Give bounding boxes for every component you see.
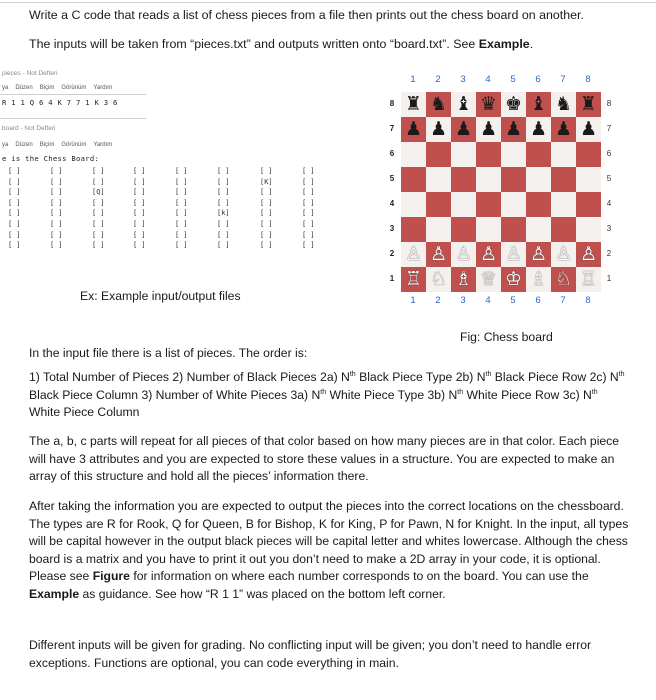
black-piece-icon: ♚: [504, 93, 523, 115]
board-column-label-top: 4: [485, 74, 491, 85]
board-square: [401, 167, 426, 192]
white-piece-icon: ♙: [504, 243, 523, 265]
board-column-label-top: 3: [460, 74, 466, 85]
menu-item[interactable]: ya: [2, 142, 9, 148]
output-board-cell: [ ]: [50, 177, 63, 186]
output-board-cell: [ ]: [260, 198, 273, 207]
black-piece-icon: ♛: [479, 93, 498, 115]
board-square: [476, 242, 501, 267]
output-board-cell: [ ]: [92, 167, 105, 175]
menu-item[interactable]: Yardım: [93, 85, 113, 91]
board-square: [476, 167, 501, 192]
output-board-cell: [ ]: [133, 177, 146, 186]
example-caption: Ex: Example input/output files: [80, 289, 241, 303]
board-column-label-bottom: 1: [410, 295, 416, 306]
board-square: [426, 92, 451, 117]
board-row-label-left: 2: [389, 249, 395, 258]
white-piece-icon: ♙: [404, 243, 423, 265]
menu-item[interactable]: Görünüm: [61, 85, 87, 91]
output-board-cell: [ ]: [217, 167, 230, 175]
output-board-cell: [ ]: [133, 241, 146, 250]
board-column-label-bottom: 2: [435, 295, 441, 306]
board-square: [551, 142, 576, 167]
board-square: [451, 192, 476, 217]
output-board-cell: [Q]: [92, 188, 105, 197]
output-board-cell: [ ]: [175, 220, 188, 228]
board-square: [576, 167, 601, 192]
input-file-window: [0, 70, 150, 130]
black-piece-icon: ♟: [404, 118, 423, 140]
board-square: [426, 217, 451, 242]
board-square: [451, 142, 476, 167]
output-board-cell: [ ]: [8, 198, 21, 207]
output-board-cell: [ ]: [260, 230, 273, 239]
board-square: [476, 117, 501, 142]
board-square: [551, 117, 576, 142]
board-square: [551, 167, 576, 192]
white-piece-icon: ♘: [554, 268, 573, 290]
figure-reference: Figure: [92, 569, 130, 584]
board-row-label-right: 4: [606, 199, 612, 208]
intro-line-2-text: The inputs will be taken from “pieces.txt” and outputs written onto “board.txt”. See: [29, 37, 479, 51]
paragraph-output-text-3: as guidance. See how “R 1 1” was placed on the bottom left corner.: [79, 586, 446, 601]
black-piece-icon: ♟: [479, 118, 498, 140]
board-square: [476, 142, 501, 167]
board-square: [501, 217, 526, 242]
board-square: [501, 192, 526, 217]
board-column-label-bottom: 6: [535, 295, 541, 306]
board-row-label-right: 3: [606, 224, 612, 233]
output-board-cell: [ ]: [50, 188, 63, 197]
white-piece-icon: ♙: [554, 243, 573, 265]
output-board-cell: [ ]: [8, 241, 21, 250]
white-piece-icon: ♙: [454, 243, 473, 265]
board-square: [451, 117, 476, 142]
board-row-label-left: 7: [389, 124, 395, 133]
board-square: [576, 142, 601, 167]
board-square: [476, 192, 501, 217]
menu-item[interactable]: Yardım: [93, 142, 113, 148]
chess-board-figure: [388, 74, 622, 316]
output-board-cell: [ ]: [217, 177, 230, 186]
output-board-cell: [ ]: [260, 241, 273, 250]
output-board-cell: [ ]: [175, 177, 188, 186]
output-board-cell: [ ]: [302, 167, 315, 175]
board-column-label-bottom: 7: [560, 295, 566, 306]
board-square: [551, 92, 576, 117]
board-square: [526, 92, 551, 117]
output-board-cell: [ ]: [50, 167, 63, 175]
board-square: [476, 217, 501, 242]
board-column-label-bottom: 5: [510, 295, 516, 306]
board-square: [551, 242, 576, 267]
black-piece-icon: ♜: [579, 93, 598, 115]
black-piece-icon: ♟: [429, 118, 448, 140]
output-board-cell: [ ]: [8, 177, 21, 186]
white-piece-icon: ♖: [404, 268, 423, 290]
paragraph-grading: Different inputs will be given for grading. No conflicting input will be given; you don’t need to handle error exceptions. Functions are optional, you can code everything in main.: [29, 638, 592, 670]
output-board-cell: [ ]: [302, 188, 315, 197]
output-file-heading: e is the Chess Board:: [2, 154, 100, 163]
output-board-cell: [ ]: [217, 230, 230, 239]
board-square: [551, 217, 576, 242]
paragraph-output-text-1: After taking the information you are expected to output the pieces into the correct locations on the chessboard. The types are R for Rook, Q for Queen, B for Bishop, K for King, P for Pawn, N for Knight. In the input, all types will be capital however in the output black pieces will be capital letter and whites lowercase. Although the chess board is a matrix and you have to print it out you don’t need to make a 2D array in your code, it is optional. Please see: [29, 499, 629, 584]
output-board-cell: [ ]: [217, 220, 230, 228]
board-square: [501, 117, 526, 142]
menubar-divider: [0, 94, 146, 95]
output-board-cell: [ ]: [260, 167, 273, 175]
output-board-cell: [ ]: [217, 198, 230, 207]
output-board-cell: [ ]: [175, 188, 188, 197]
board-row-label-left: 6: [389, 149, 395, 158]
board-square: [426, 242, 451, 267]
board-row-label-right: 5: [606, 174, 612, 183]
output-board-cell: [ ]: [50, 209, 63, 218]
output-board-cell: [ ]: [133, 220, 146, 228]
board-square: [451, 242, 476, 267]
black-piece-icon: ♞: [554, 93, 573, 115]
paragraph-structure: The a, b, c parts will repeat for all pieces of that color based on how many pieces are in that color. Each piece will have 3 attributes and you are expected to store these values in a structure. You are expected to make an array of this structure and hold all the pieces’ information there.: [29, 434, 620, 484]
board-square: [426, 267, 451, 292]
output-board-cell: [ ]: [50, 230, 63, 239]
board-column-label-top: 6: [535, 74, 541, 85]
figure-caption: Fig: Chess board: [460, 330, 553, 344]
white-piece-icon: ♘: [429, 268, 448, 290]
board-square: [451, 267, 476, 292]
black-piece-icon: ♟: [504, 118, 523, 140]
board-column-label-top: 1: [410, 74, 416, 85]
output-board-cell: [ ]: [133, 209, 146, 218]
board-square: [476, 92, 501, 117]
output-file-title: board - Not Defteri: [2, 125, 56, 132]
example-reference: Example: [478, 37, 530, 51]
output-board-cell: [ ]: [302, 241, 315, 250]
board-square: [401, 267, 426, 292]
output-board-cell: [K]: [260, 177, 273, 186]
input-file-content[interactable]: R 1 1 Q 6 4 K 7 7 1 K 3 6: [2, 98, 118, 107]
output-board-cell: [ ]: [92, 220, 105, 228]
output-board-cell: [ ]: [302, 177, 315, 186]
order-intro: In the input file there is a list of pieces. The order is:: [29, 346, 308, 360]
intro-line-2-end: .: [529, 37, 534, 51]
output-board-cell: [ ]: [217, 188, 230, 197]
board-column-label-bottom: 3: [460, 295, 466, 306]
board-square: [426, 167, 451, 192]
board-row-label-left: 4: [389, 199, 395, 208]
black-piece-icon: ♟: [579, 118, 598, 140]
board-row-label-right: 2: [606, 249, 612, 258]
white-piece-icon: ♙: [579, 243, 598, 265]
board-square: [476, 267, 501, 292]
output-file-window: [0, 125, 330, 285]
input-file-title: pieces - Not Defteri: [2, 70, 58, 77]
output-board-cell: [ ]: [50, 198, 63, 207]
board-square: [401, 217, 426, 242]
board-square: [526, 117, 551, 142]
board-column-label-top: 7: [560, 74, 566, 85]
board-square: [426, 117, 451, 142]
black-piece-icon: ♟: [454, 118, 473, 140]
top-divider: [0, 2, 656, 3]
output-board-cell: [ ]: [302, 209, 315, 218]
output-board-cell: [ ]: [175, 209, 188, 218]
board-square: [401, 142, 426, 167]
output-board-cell: [ ]: [8, 209, 21, 218]
intro-line-1: Write a C code that reads a list of chess pieces from a file then prints out the chess board on another.: [29, 8, 584, 22]
output-board-cell: [ ]: [302, 220, 315, 228]
board-column-label-top: 5: [510, 74, 516, 85]
board-row-label-right: 8: [606, 99, 612, 108]
menu-item[interactable]: Görünüm: [61, 142, 87, 148]
board-square: [501, 92, 526, 117]
output-board-cell: [ ]: [217, 241, 230, 250]
example-reference-2: Example: [29, 586, 80, 601]
board-row-label-right: 7: [606, 124, 612, 133]
menu-item[interactable]: ya: [2, 85, 9, 91]
board-square: [576, 192, 601, 217]
output-board-cell: [ ]: [260, 220, 273, 228]
board-square: [501, 167, 526, 192]
output-board-cell: [ ]: [8, 188, 21, 197]
board-square: [401, 242, 426, 267]
board-row-label-right: 1: [606, 274, 612, 283]
board-column-label-bottom: 4: [485, 295, 491, 306]
output-board-cell: [ ]: [260, 188, 273, 197]
white-piece-icon: ♔: [504, 268, 523, 290]
output-board-cell: [ ]: [302, 230, 315, 239]
intro-line-2: [29, 37, 629, 52]
board-square: [551, 192, 576, 217]
output-board-cell: [ ]: [50, 220, 63, 228]
output-board-cell: [ ]: [50, 241, 63, 250]
output-board-cell: [ ]: [260, 209, 273, 218]
board-square: [576, 242, 601, 267]
board-square: [426, 192, 451, 217]
board-square: [451, 92, 476, 117]
white-piece-icon: ♕: [479, 268, 498, 290]
output-board-cell: [ ]: [92, 209, 105, 218]
board-square: [526, 242, 551, 267]
black-piece-icon: ♞: [429, 93, 448, 115]
board-square: [451, 167, 476, 192]
board-square: [551, 267, 576, 292]
black-piece-icon: ♟: [554, 118, 573, 140]
output-board-cell: [ ]: [8, 167, 21, 175]
input-file-bottom-border: [0, 118, 146, 119]
black-piece-icon: ♝: [529, 93, 548, 115]
output-board-cell: [ ]: [175, 167, 188, 175]
board-square: [576, 92, 601, 117]
board-square: [401, 92, 426, 117]
board-square: [576, 267, 601, 292]
paragraph-output: [29, 498, 629, 604]
board-row-label-left: 8: [389, 99, 395, 108]
board-row-label-left: 3: [389, 224, 395, 233]
menu-item[interactable]: Biçim: [39, 85, 55, 91]
board-square: [576, 217, 601, 242]
black-piece-icon: ♟: [529, 118, 548, 140]
white-piece-icon: ♙: [429, 243, 448, 265]
order-list: 1) Total Number of Pieces 2) Number of Black Pieces 2a) $N^{th}$ Black Piece Type 2b) $N^{th}$ Black Piece Row 2c) $N^{th}$ Black Piece Column 3) Number of White Pieces 3a) $N^{th}$ White Piece Type 3b) $N^{th}$ White Piece Row 3c) $N^{th}$ White Piece Column: [29, 370, 625, 420]
output-board-cell: [ ]: [133, 198, 146, 207]
output-board-cell: [ ]: [175, 241, 188, 250]
board-square: [401, 117, 426, 142]
white-piece-icon: ♖: [579, 268, 598, 290]
output-board-cell: [ ]: [133, 188, 146, 197]
menu-item[interactable]: Biçim: [39, 142, 55, 148]
output-board-cell: [ ]: [175, 198, 188, 207]
board-row-label-left: 1: [389, 274, 395, 283]
output-board-cell: [ ]: [8, 220, 21, 228]
output-board-cell: [ ]: [8, 230, 21, 239]
paragraph-output-text-2: for information on where each number corresponds to on the board. You can use the: [129, 569, 589, 584]
board-square: [526, 217, 551, 242]
board-square: [401, 192, 426, 217]
board-square: [576, 117, 601, 142]
menu-item[interactable]: Düzen: [15, 85, 33, 91]
output-board-cell: [ ]: [92, 241, 105, 250]
output-board-cell: [ ]: [133, 167, 146, 175]
black-piece-icon: ♜: [404, 93, 423, 115]
output-board-cell: [ ]: [92, 198, 105, 207]
white-piece-icon: ♙: [529, 243, 548, 265]
input-file-menubar: [2, 85, 119, 91]
output-board-cell: [ ]: [92, 230, 105, 239]
output-board-cell: [ ]: [175, 230, 188, 239]
board-square: [426, 142, 451, 167]
white-piece-icon: ♗: [454, 268, 473, 290]
board-square: [501, 142, 526, 167]
board-column-label-top: 2: [435, 74, 441, 85]
white-piece-icon: ♗: [529, 268, 548, 290]
board-square: [526, 142, 551, 167]
black-piece-icon: ♝: [454, 93, 473, 115]
board-square: [526, 192, 551, 217]
board-square: [451, 217, 476, 242]
output-board-cell: [k]: [217, 209, 230, 218]
board-column-label-bottom: 8: [585, 295, 591, 306]
board-square: [526, 267, 551, 292]
board-square: [501, 267, 526, 292]
board-row-label-right: 6: [606, 149, 612, 158]
white-piece-icon: ♙: [479, 243, 498, 265]
output-file-menubar: [2, 142, 119, 148]
output-board-cell: [ ]: [133, 230, 146, 239]
output-board-cell: [ ]: [302, 198, 315, 207]
board-row-label-left: 5: [389, 174, 395, 183]
board-column-label-top: 8: [585, 74, 591, 85]
output-board-cell: [ ]: [92, 177, 105, 186]
board-square: [501, 242, 526, 267]
board-square: [526, 167, 551, 192]
menu-item[interactable]: Düzen: [15, 142, 33, 148]
